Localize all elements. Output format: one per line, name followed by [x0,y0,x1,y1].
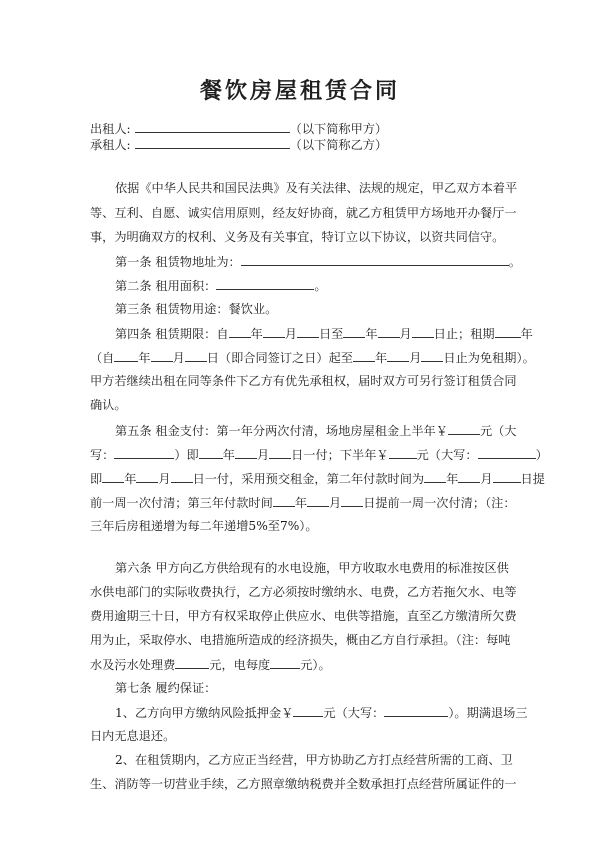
article-7-item-1-line-1 [115,704,528,721]
lease-start-day-blank[interactable] [297,325,319,338]
text: 月 [172,351,185,365]
article-7: 第七条 履约保证： [115,681,217,695]
rent-first-half-words-blank[interactable] [114,446,174,459]
year3-day-blank[interactable] [341,494,363,507]
text: 第四条 租赁期限：自 [115,327,229,341]
lease-term-blank[interactable] [495,325,521,338]
lessor-blank[interactable] [135,120,290,133]
text: 日止；租期 [433,327,495,341]
rent-second-half-amount-blank[interactable] [389,446,417,459]
text: 月 [284,327,297,341]
text: 日提 [520,472,545,486]
text: 第五条 租金支付：第一年分两次付清，场地房屋租金上半年￥ [115,424,448,438]
text: 年 [250,327,263,341]
pay2-month-blank[interactable] [136,470,158,483]
text: 日一付，采用预交租金，第二年付款时间为 [192,472,425,486]
year3-year-blank[interactable] [273,494,295,507]
article-6-line-2: 水供电部门的实际收费执行，乙方必须按时缴纳水、电费，乙方若拖欠水、电等 [90,585,517,599]
lease-end-day-blank[interactable] [412,325,434,338]
lease-start-month-blank[interactable] [263,325,285,338]
text: 写： [90,448,115,462]
year2-month-blank[interactable] [458,470,480,483]
text: 年 [446,472,459,486]
text: 元）。 [300,658,331,672]
article-4-line-2 [90,349,535,366]
article-1 [115,253,521,270]
lessee-label: 承租人: [90,138,131,152]
lessor-line [90,120,387,137]
text: 日止为免租期）。 [443,351,535,365]
text: 即 [90,472,103,486]
article-5-line-1 [115,422,517,439]
free-end-month-blank[interactable] [387,349,409,362]
text: ）即 [174,448,199,462]
article-2-text: 第二条 租用面积： [115,279,217,293]
article-6-line-3: 费用逾期三十日，甲方有权采取停止供应水、电供等措施，直至乙方缴清所欠费 [90,609,517,623]
text: 日提前一周一次付清；（注： [363,496,516,510]
text: ）。期满退场三 [448,706,528,720]
text: 元（大写： [323,706,385,720]
article-5-line-3 [90,470,545,487]
rent-second-half-words-blank[interactable] [478,446,536,459]
text: 月 [480,472,493,486]
text: 年 [365,327,378,341]
article-7-item-2-line-1: 2、在租赁期内，乙方应正当经营，甲方协助乙方打点经营所需的工商、卫 [115,753,513,767]
year2-day-blank[interactable] [493,470,521,483]
text: 元，电每度 [209,658,271,672]
text: 月 [399,327,412,341]
article-4-line-4: 确认。 [90,398,127,412]
article-5-line-2 [90,446,548,463]
text: 日（即合同签订之日）起至 [206,351,353,365]
text: （自 [90,351,115,365]
pay2-day-blank[interactable] [171,470,193,483]
text: 年 [375,351,388,365]
free-start-month-blank[interactable] [151,349,173,362]
pay1-year-blank[interactable] [199,446,223,459]
lease-start-year-blank[interactable] [229,325,251,338]
text: 月 [256,448,270,462]
deposit-amount-blank[interactable] [293,704,323,717]
article-1-text: 第一条 租赁物地址为： [115,255,241,269]
preamble-line-3: 事，为明确双方的权利、义务及有关事宜，特订立以下协议，以资共同信守。 [90,230,505,244]
article-3: 第三条 租赁物用途：餐饮业。 [115,302,278,316]
electricity-fee-blank[interactable] [270,656,300,669]
article-5-line-4 [90,494,516,511]
lessee-blank[interactable] [135,136,290,149]
text: 1、乙方向甲方缴纳风险抵押金￥ [115,706,294,720]
text: 元（大写： [416,448,478,462]
text: 前一周一次付清；第三年付款时间 [90,496,273,510]
deposit-words-blank[interactable] [384,704,448,717]
area-blank[interactable] [216,277,314,290]
article-1-end: 。 [508,255,521,269]
year3-month-blank[interactable] [307,494,329,507]
text: ） [535,448,548,462]
lease-end-month-blank[interactable] [378,325,400,338]
text: 日至 [318,327,344,341]
free-end-year-blank[interactable] [353,349,375,362]
text: 月 [158,472,171,486]
text: 年 [222,448,235,462]
lessor-note: （以下简称甲方） [289,122,388,136]
free-start-day-blank[interactable] [185,349,207,362]
article-5-line-5: 三年后房租递增为每二年递增5%至7%）。 [90,519,318,533]
pay1-day-blank[interactable] [269,446,291,459]
text: 年 [294,496,307,510]
article-2 [115,277,327,294]
pay1-month-blank[interactable] [235,446,257,459]
free-start-year-blank[interactable] [114,349,138,362]
article-6-line-1: 第六条 甲方向乙方供给现有的水电设施，甲方收取水电费用的标准按区供 [115,561,509,575]
contract-title: 餐饮房屋租赁合同 [199,78,400,104]
article-6-line-5 [90,656,331,673]
text: 年 [138,351,151,365]
lessee-line [90,136,387,153]
rent-first-half-amount-blank[interactable] [448,422,480,435]
article-6-line-4: 用为止，采取停水、电措施所造成的经济损失，概由乙方自行承担。（注：每吨 [90,633,511,647]
text: 元（大 [479,424,517,438]
article-4-line-1 [115,325,533,342]
article-2-end: 。 [314,279,327,293]
text: 年 [520,327,533,341]
water-fee-blank[interactable] [175,656,209,669]
text: 月 [329,496,342,510]
lessee-note: （以下简称乙方） [289,138,388,152]
article-7-item-1-line-2: 日内无息退还。 [90,729,176,743]
article-7-item-2-line-2: 生、消防等一切营业手续，乙方照章缴纳税费并全数承担打点经营所属证件的一 [90,777,517,791]
year2-year-blank[interactable] [424,470,446,483]
text: 月 [409,351,422,365]
preamble-line-1: 依据《中华人民共和国民法典》及有关法律、法规的规定，甲乙双方本着平 [115,181,518,195]
lessor-label: 出租人: [90,122,131,136]
free-end-day-blank[interactable] [421,349,443,362]
text: 日一付；下半年￥ [291,448,389,462]
address-blank[interactable] [241,253,509,266]
preamble-line-2: 等、互利、自愿、诚实信用原则，经友好协商，就乙方租赁甲方场地开办餐厅一 [90,206,517,220]
article-4-line-3: 甲方若继续出租在同等条件下乙方有优先承租权，届时双方可另行签订租赁合同 [90,374,517,388]
lease-end-year-blank[interactable] [343,325,365,338]
text: 年 [124,472,137,486]
text: 水及污水处理费 [90,658,176,672]
pay2-year-blank[interactable] [102,470,124,483]
